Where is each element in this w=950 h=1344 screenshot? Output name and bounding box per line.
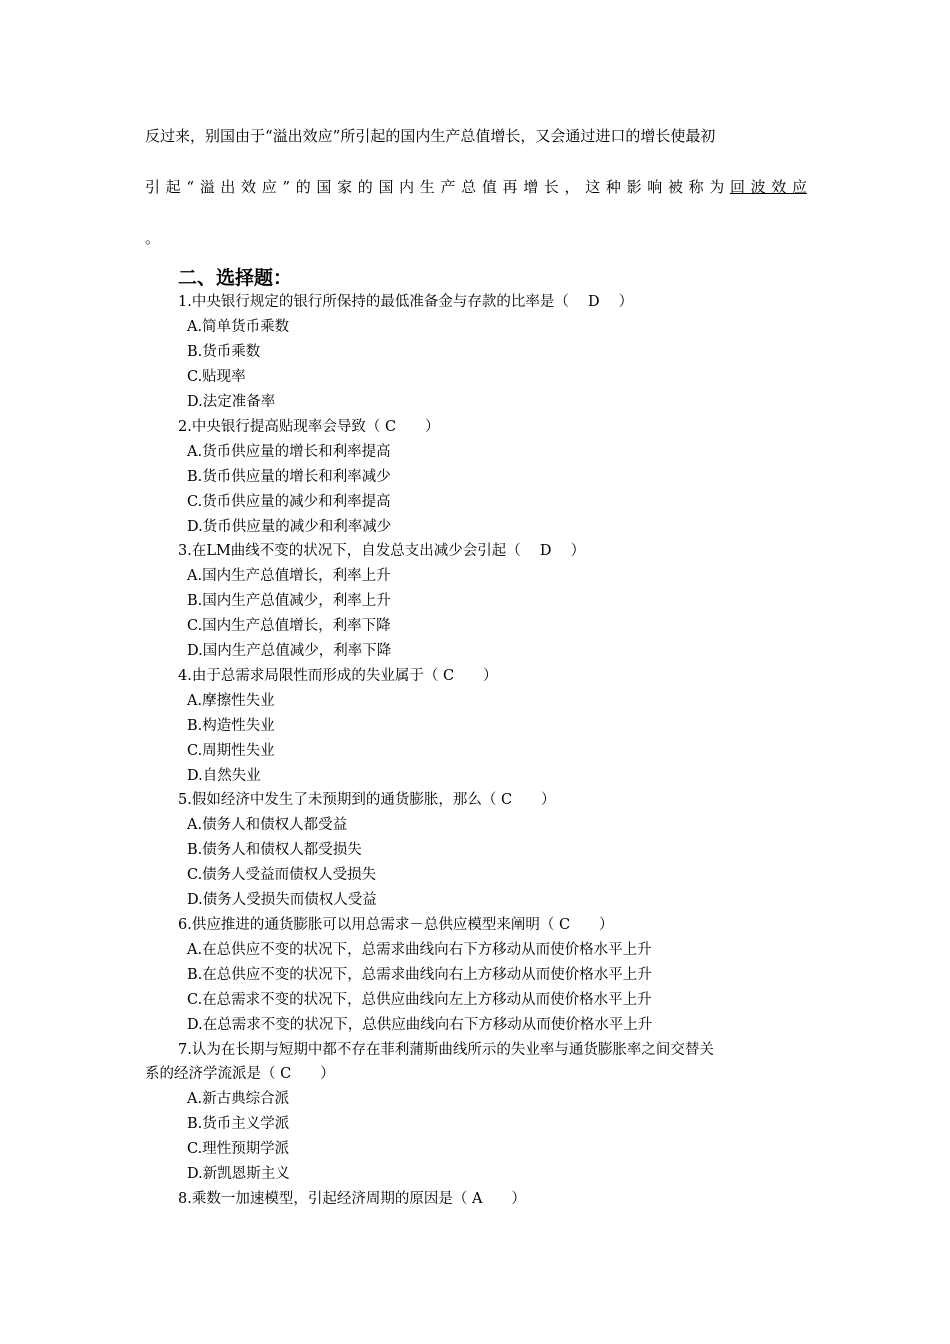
question-2-option-a: A.货币供应量的增长和利率提高 (187, 444, 391, 460)
intro-line-2 (145, 177, 807, 197)
question-1-option-b: B.货币乘数 (187, 344, 261, 360)
question-7-option-b: B.货币主义学派 (187, 1116, 290, 1132)
question-5-option-c: C.债务人受益而债权人受损失 (187, 867, 377, 883)
question-1-option-d: D.法定准备率 (187, 394, 276, 410)
question-6-option-d: D.在总需求不变的状况下，总供应曲线向右下方移动从而使价格水平上升 (187, 1017, 653, 1033)
question-5-option-b: B.债务人和债权人都受损失 (187, 842, 362, 858)
intro-line-1: 反过来，别国由于“溢出效应”所引起的国内生产总值增长，又会通过进口的增长使最初 (145, 127, 716, 145)
question-6-option-b: B.在总供应不变的状况下，总需求曲线向右上方移动从而使价格水平上升 (187, 967, 652, 983)
question-6-stem: 6.供应推进的通货膨胀可以用总需求－总供应模型来阐明（ C ） (178, 917, 614, 933)
question-3-option-d: D.国内生产总值减少，利率下降 (187, 643, 392, 659)
question-4-option-c: C.周期性失业 (187, 743, 275, 759)
question-4-option-a: A.摩擦性失业 (187, 693, 275, 709)
question-5-option-a: A.债务人和债权人都受益 (187, 817, 348, 833)
question-4-option-d: D.自然失业 (187, 768, 261, 784)
question-3-option-a: A.国内生产总值增长，利率上升 (187, 568, 391, 584)
question-6-option-a: A.在总供应不变的状况下，总需求曲线向右下方移动从而使价格水平上升 (187, 942, 652, 958)
question-5-stem: 5.假如经济中发生了未预期到的通货膨胀，那么（ C ） (178, 792, 556, 808)
question-7-stem-line-1: 7.认为在长期与短期中都不存在菲利蒲斯曲线所示的失业率与通货膨胀率之间交替关 (178, 1042, 714, 1058)
question-3-option-b: B.国内生产总值减少，利率上升 (187, 593, 391, 609)
question-1-option-a: A.简单货币乘数 (187, 319, 290, 335)
answer-blank-filled: 回波效应 (729, 178, 807, 196)
question-2-stem: 2.中央银行提高贴现率会导致（ C ） (178, 419, 440, 435)
question-8-stem: 8.乘数一加速模型，引起经济周期的原因是（ A ） (178, 1191, 526, 1207)
intro-line-3: 。 (145, 229, 161, 247)
question-2-option-d: D.货币供应量的减少和利率减少 (187, 519, 392, 535)
question-1-stem: 1.中央银行规定的银行所保持的最低准备金与存款的比率是（ D ） (178, 294, 634, 310)
section-heading: 二、选择题： (178, 267, 293, 289)
question-7-option-d: D.新凯恩斯主义 (187, 1166, 290, 1182)
question-2-option-b: B.货币供应量的增长和利率减少 (187, 469, 391, 485)
question-3-stem: 3.在LM曲线不变的状况下，自发总支出减少会引起（ D ） (178, 543, 586, 559)
question-7-option-a: A.新古典综合派 (187, 1091, 290, 1107)
question-7-stem-line-2: 系的经济学流派是（ C ） (145, 1066, 335, 1082)
intro-line-2-text: 引起“溢出效应”的国家的国内生产总值再增长，这种影响被称为 (145, 178, 730, 196)
question-6-option-c: C.在总需求不变的状况下，总供应曲线向左上方移动从而使价格水平上升 (187, 992, 652, 1008)
question-2-option-c: C.货币供应量的减少和利率提高 (187, 494, 391, 510)
question-5-option-d: D.债务人受损失而债权人受益 (187, 892, 377, 908)
question-4-option-b: B.构造性失业 (187, 718, 275, 734)
question-7-option-c: C.理性预期学派 (187, 1141, 290, 1157)
question-4-stem: 4.由于总需求局限性而形成的失业属于（ C ） (178, 668, 498, 684)
question-1-option-c: C.贴现率 (187, 369, 246, 385)
question-3-option-c: C.国内生产总值增长，利率下降 (187, 618, 391, 634)
